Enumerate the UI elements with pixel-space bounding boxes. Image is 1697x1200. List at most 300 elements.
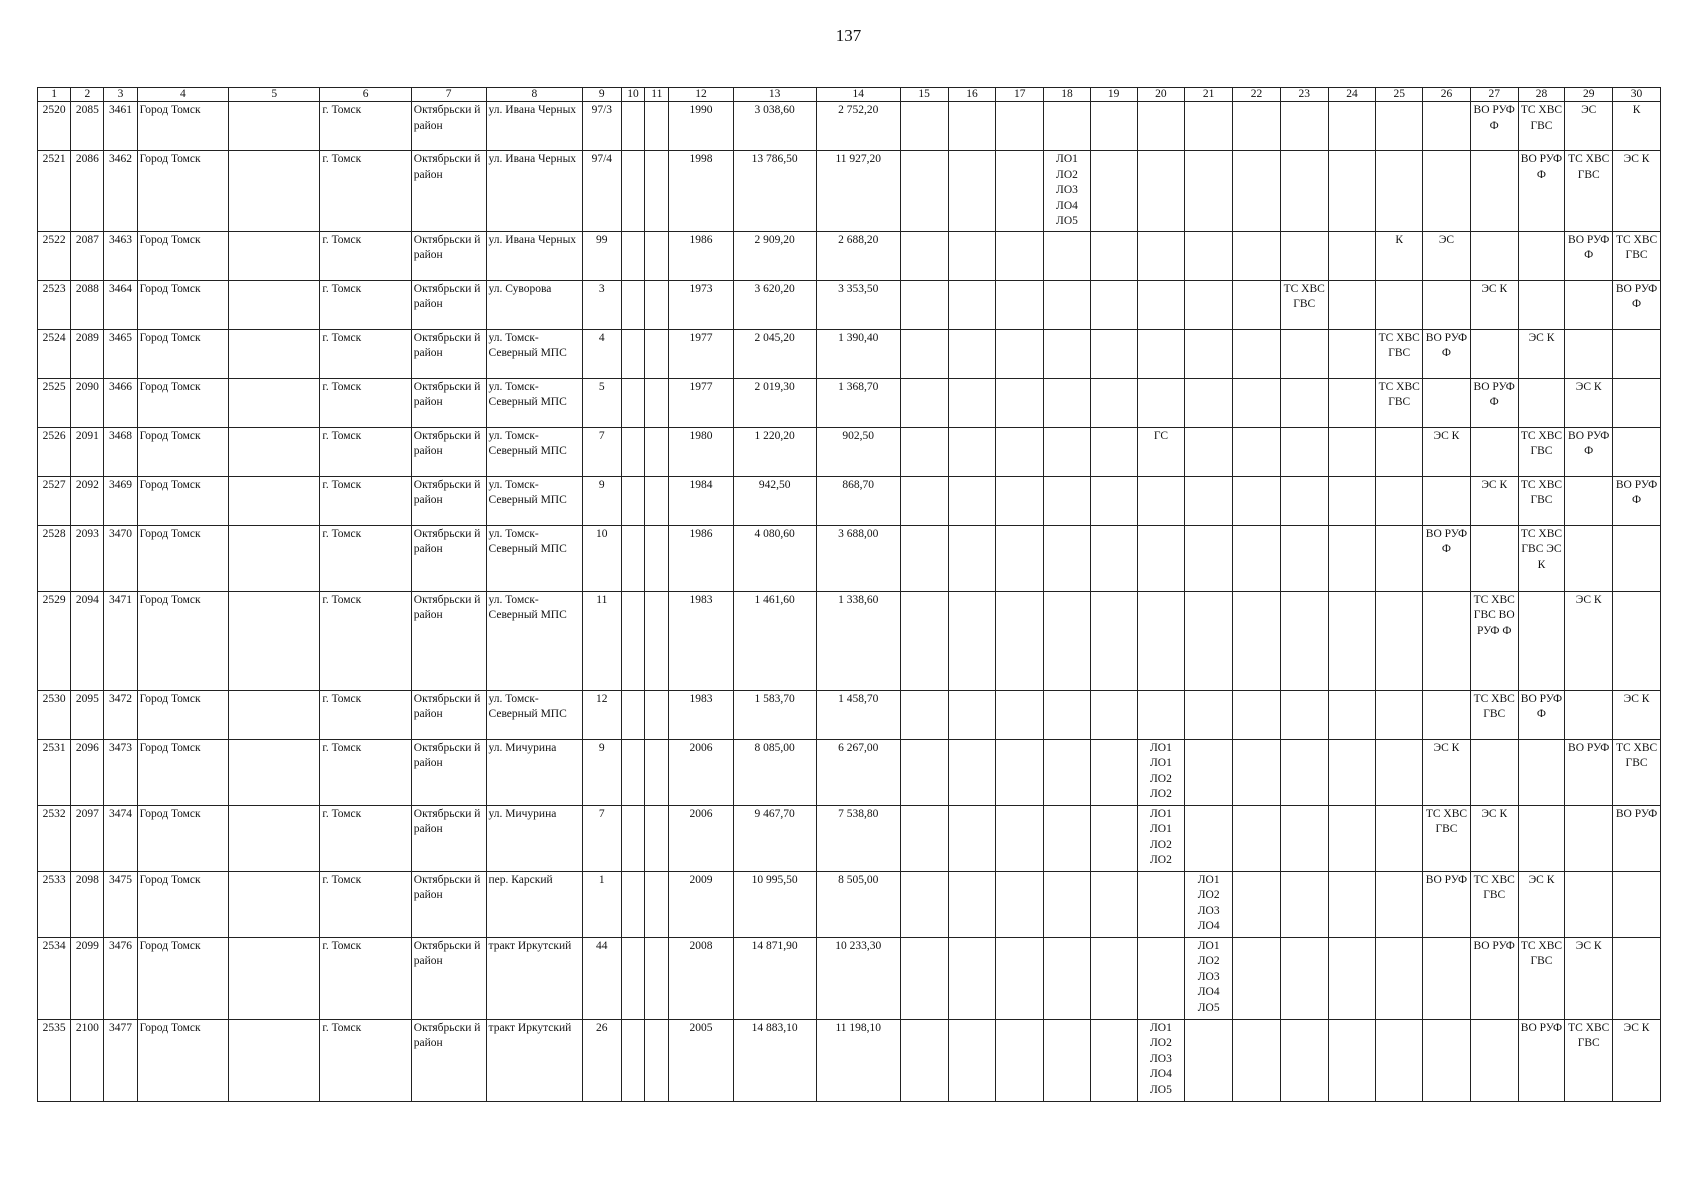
cell-col-30: К — [1613, 102, 1661, 151]
cell-col-3: 3469 — [104, 476, 137, 525]
cell-col-25 — [1376, 1019, 1423, 1101]
cell-col-30: ВО РУФ — [1613, 805, 1661, 871]
cell-col-25 — [1376, 591, 1423, 690]
cell-col-19 — [1090, 871, 1137, 937]
cell-col-20 — [1137, 102, 1185, 151]
cell-col-2: 2091 — [71, 427, 104, 476]
cell-col-19 — [1090, 231, 1137, 280]
column-number-19: 19 — [1090, 88, 1137, 102]
cell-col-24 — [1328, 151, 1376, 232]
cell-col-5 — [229, 280, 320, 329]
cell-col-2: 2086 — [71, 151, 104, 232]
cell-col-16 — [948, 739, 996, 805]
cell-col-27: ТС ХВС ГВС ВО РУФ Ф — [1470, 591, 1518, 690]
cell-col-26 — [1423, 690, 1471, 739]
cell-col-30: ВО РУФ Ф — [1613, 280, 1661, 329]
cell-col-27 — [1470, 151, 1518, 232]
cell-col-24 — [1328, 1019, 1376, 1101]
cell-col-4: Город Томск — [137, 739, 228, 805]
cell-col-8: ул. Мичурина — [486, 739, 583, 805]
cell-col-14: 1 338,60 — [816, 591, 900, 690]
cell-col-10 — [621, 937, 645, 1019]
cell-col-19 — [1090, 151, 1137, 232]
cell-col-23 — [1280, 739, 1328, 805]
cell-col-29: ВО РУФ Ф — [1565, 427, 1613, 476]
cell-col-11 — [645, 476, 669, 525]
table-row — [38, 151, 1661, 232]
cell-col-23 — [1280, 805, 1328, 871]
cell-col-26: ВО РУФ Ф — [1423, 525, 1471, 591]
cell-col-13: 10 995,50 — [733, 871, 816, 937]
cell-col-13: 2 045,20 — [733, 329, 816, 378]
cell-col-20 — [1137, 525, 1185, 591]
cell-col-28: ЭС К — [1518, 871, 1565, 937]
cell-col-8: ул. Томск- Северный МПС — [486, 378, 583, 427]
cell-col-22 — [1233, 378, 1281, 427]
cell-col-1: 2524 — [38, 329, 71, 378]
cell-col-6: г. Томск — [320, 231, 411, 280]
cell-col-1: 2535 — [38, 1019, 71, 1101]
cell-col-3: 3468 — [104, 427, 137, 476]
column-number-7: 7 — [411, 88, 486, 102]
cell-col-9: 10 — [583, 525, 621, 591]
cell-col-8: пер. Карский — [486, 871, 583, 937]
cell-col-24 — [1328, 690, 1376, 739]
cell-col-20 — [1137, 591, 1185, 690]
cell-col-1: 2534 — [38, 937, 71, 1019]
cell-col-3: 3461 — [104, 102, 137, 151]
cell-col-13: 2 909,20 — [733, 231, 816, 280]
cell-col-30 — [1613, 378, 1661, 427]
cell-col-17 — [996, 427, 1044, 476]
cell-col-27: ВО РУФ Ф — [1470, 378, 1518, 427]
cell-col-6: г. Томск — [320, 280, 411, 329]
cell-col-26 — [1423, 102, 1471, 151]
cell-col-20 — [1137, 280, 1185, 329]
cell-col-3: 3475 — [104, 871, 137, 937]
cell-col-16 — [948, 690, 996, 739]
cell-col-20 — [1137, 690, 1185, 739]
cell-col-24 — [1328, 805, 1376, 871]
cell-col-25 — [1376, 739, 1423, 805]
cell-col-8: ул. Томск- Северный МПС — [486, 525, 583, 591]
cell-col-18 — [1044, 476, 1091, 525]
cell-col-10 — [621, 1019, 645, 1101]
cell-col-8: ул. Мичурина — [486, 805, 583, 871]
column-number-25: 25 — [1376, 88, 1423, 102]
cell-col-28 — [1518, 739, 1565, 805]
cell-col-14: 7 538,80 — [816, 805, 900, 871]
cell-col-20: ЛО1 ЛО2 ЛО3 ЛО4 ЛО5 — [1137, 1019, 1185, 1101]
cell-col-20 — [1137, 329, 1185, 378]
cell-col-11 — [645, 591, 669, 690]
cell-col-7: Октябрьски й район — [411, 476, 486, 525]
cell-col-8: ул. Томск- Северный МПС — [486, 591, 583, 690]
cell-col-17 — [996, 690, 1044, 739]
cell-col-14: 1 390,40 — [816, 329, 900, 378]
cell-col-25 — [1376, 690, 1423, 739]
cell-col-6: г. Томск — [320, 525, 411, 591]
cell-col-24 — [1328, 329, 1376, 378]
cell-col-8: ул. Ивана Черных — [486, 102, 583, 151]
cell-col-17 — [996, 476, 1044, 525]
cell-col-19 — [1090, 102, 1137, 151]
cell-col-3: 3470 — [104, 525, 137, 591]
cell-col-29 — [1565, 280, 1613, 329]
cell-col-10 — [621, 378, 645, 427]
cell-col-18 — [1044, 231, 1091, 280]
cell-col-23 — [1280, 937, 1328, 1019]
cell-col-12: 1990 — [669, 102, 733, 151]
cell-col-19 — [1090, 1019, 1137, 1101]
column-number-24: 24 — [1328, 88, 1376, 102]
cell-col-1: 2525 — [38, 378, 71, 427]
column-number-10: 10 — [621, 88, 645, 102]
table-row — [38, 525, 1661, 591]
cell-col-7: Октябрьски й район — [411, 937, 486, 1019]
cell-col-19 — [1090, 427, 1137, 476]
cell-col-3: 3476 — [104, 937, 137, 1019]
cell-col-29 — [1565, 805, 1613, 871]
cell-col-16 — [948, 378, 996, 427]
cell-col-25 — [1376, 525, 1423, 591]
cell-col-6: г. Томск — [320, 937, 411, 1019]
cell-col-8: ул. Томск- Северный МПС — [486, 476, 583, 525]
cell-col-1: 2523 — [38, 280, 71, 329]
cell-col-14: 6 267,00 — [816, 739, 900, 805]
cell-col-5 — [229, 151, 320, 232]
cell-col-19 — [1090, 805, 1137, 871]
cell-col-7: Октябрьски й район — [411, 151, 486, 232]
cell-col-2: 2087 — [71, 231, 104, 280]
cell-col-29: ВО РУФ — [1565, 739, 1613, 805]
column-number-20: 20 — [1137, 88, 1185, 102]
column-number-6: 6 — [320, 88, 411, 102]
cell-col-23: ТС ХВС ГВС — [1280, 280, 1328, 329]
cell-col-16 — [948, 871, 996, 937]
cell-col-21 — [1185, 805, 1233, 871]
cell-col-8: ул. Суворова — [486, 280, 583, 329]
cell-col-3: 3474 — [104, 805, 137, 871]
cell-col-5 — [229, 378, 320, 427]
cell-col-16 — [948, 102, 996, 151]
cell-col-13: 3 038,60 — [733, 102, 816, 151]
cell-col-29: ТС ХВС ГВС — [1565, 1019, 1613, 1101]
cell-col-18 — [1044, 805, 1091, 871]
cell-col-12: 1998 — [669, 151, 733, 232]
cell-col-3: 3464 — [104, 280, 137, 329]
cell-col-23 — [1280, 102, 1328, 151]
table-row — [38, 871, 1661, 937]
cell-col-13: 2 019,30 — [733, 378, 816, 427]
cell-col-11 — [645, 937, 669, 1019]
cell-col-25 — [1376, 102, 1423, 151]
cell-col-10 — [621, 329, 645, 378]
cell-col-25 — [1376, 476, 1423, 525]
cell-col-4: Город Томск — [137, 871, 228, 937]
cell-col-6: г. Томск — [320, 427, 411, 476]
cell-col-26 — [1423, 1019, 1471, 1101]
cell-col-30 — [1613, 937, 1661, 1019]
cell-col-28 — [1518, 280, 1565, 329]
cell-col-13: 1 220,20 — [733, 427, 816, 476]
cell-col-9: 4 — [583, 329, 621, 378]
cell-col-15 — [900, 151, 948, 232]
cell-col-12: 1977 — [669, 329, 733, 378]
cell-col-19 — [1090, 329, 1137, 378]
cell-col-11 — [645, 1019, 669, 1101]
cell-col-28: ТС ХВС ГВС — [1518, 476, 1565, 525]
cell-col-4: Город Томск — [137, 102, 228, 151]
cell-col-24 — [1328, 231, 1376, 280]
cell-col-15 — [900, 476, 948, 525]
cell-col-1: 2530 — [38, 690, 71, 739]
cell-col-2: 2098 — [71, 871, 104, 937]
cell-col-11 — [645, 739, 669, 805]
cell-col-11 — [645, 427, 669, 476]
cell-col-18 — [1044, 1019, 1091, 1101]
cell-col-5 — [229, 937, 320, 1019]
cell-col-29: ЭС — [1565, 102, 1613, 151]
cell-col-11 — [645, 805, 669, 871]
cell-col-14: 2 752,20 — [816, 102, 900, 151]
cell-col-28: ВО РУФ Ф — [1518, 151, 1565, 232]
cell-col-9: 7 — [583, 805, 621, 871]
cell-col-12: 1983 — [669, 690, 733, 739]
cell-col-24 — [1328, 427, 1376, 476]
cell-col-17 — [996, 280, 1044, 329]
cell-col-21 — [1185, 476, 1233, 525]
cell-col-22 — [1233, 280, 1281, 329]
cell-col-12: 2006 — [669, 739, 733, 805]
cell-col-16 — [948, 280, 996, 329]
cell-col-7: Октябрьски й район — [411, 1019, 486, 1101]
cell-col-29: ЭС К — [1565, 378, 1613, 427]
cell-col-29: ТС ХВС ГВС — [1565, 151, 1613, 232]
column-number-15: 15 — [900, 88, 948, 102]
cell-col-24 — [1328, 378, 1376, 427]
cell-col-2: 2100 — [71, 1019, 104, 1101]
cell-col-15 — [900, 280, 948, 329]
column-number-30: 30 — [1613, 88, 1661, 102]
cell-col-16 — [948, 525, 996, 591]
cell-col-7: Октябрьски й район — [411, 378, 486, 427]
cell-col-5 — [229, 102, 320, 151]
cell-col-17 — [996, 329, 1044, 378]
cell-col-21: ЛО1 ЛО2 ЛО3 ЛО4 — [1185, 871, 1233, 937]
cell-col-9: 1 — [583, 871, 621, 937]
cell-col-6: г. Томск — [320, 329, 411, 378]
cell-col-6: г. Томск — [320, 1019, 411, 1101]
table-row — [38, 378, 1661, 427]
cell-col-9: 11 — [583, 591, 621, 690]
cell-col-16 — [948, 329, 996, 378]
column-number-28: 28 — [1518, 88, 1565, 102]
column-number-14: 14 — [816, 88, 900, 102]
cell-col-13: 1 461,60 — [733, 591, 816, 690]
cell-col-19 — [1090, 525, 1137, 591]
cell-col-4: Город Томск — [137, 690, 228, 739]
cell-col-15 — [900, 378, 948, 427]
cell-col-24 — [1328, 937, 1376, 1019]
cell-col-10 — [621, 591, 645, 690]
cell-col-4: Город Томск — [137, 476, 228, 525]
cell-col-8: ул. Ивана Черных — [486, 151, 583, 232]
column-number-29: 29 — [1565, 88, 1613, 102]
cell-col-5 — [229, 329, 320, 378]
cell-col-21 — [1185, 427, 1233, 476]
cell-col-14: 1 458,70 — [816, 690, 900, 739]
column-number-17: 17 — [996, 88, 1044, 102]
table-row — [38, 690, 1661, 739]
cell-col-26: ЭС К — [1423, 739, 1471, 805]
cell-col-13: 4 080,60 — [733, 525, 816, 591]
cell-col-11 — [645, 378, 669, 427]
cell-col-26 — [1423, 591, 1471, 690]
cell-col-30: ЭС К — [1613, 690, 1661, 739]
cell-col-30: ЭС К — [1613, 151, 1661, 232]
cell-col-26: ТС ХВС ГВС — [1423, 805, 1471, 871]
cell-col-1: 2527 — [38, 476, 71, 525]
cell-col-13: 3 620,20 — [733, 280, 816, 329]
column-number-13: 13 — [733, 88, 816, 102]
cell-col-22 — [1233, 102, 1281, 151]
cell-col-20 — [1137, 231, 1185, 280]
cell-col-6: г. Томск — [320, 805, 411, 871]
cell-col-5 — [229, 1019, 320, 1101]
cell-col-23 — [1280, 591, 1328, 690]
column-number-23: 23 — [1280, 88, 1328, 102]
cell-col-22 — [1233, 427, 1281, 476]
column-number-4: 4 — [137, 88, 228, 102]
cell-col-2: 2097 — [71, 805, 104, 871]
cell-col-4: Город Томск — [137, 805, 228, 871]
cell-col-3: 3466 — [104, 378, 137, 427]
cell-col-18 — [1044, 280, 1091, 329]
cell-col-28: ВО РУФ Ф — [1518, 690, 1565, 739]
cell-col-28: ТС ХВС ГВС ЭС К — [1518, 525, 1565, 591]
cell-col-12: 1986 — [669, 525, 733, 591]
cell-col-24 — [1328, 476, 1376, 525]
column-number-26: 26 — [1423, 88, 1471, 102]
cell-col-26: ВО РУФ Ф — [1423, 329, 1471, 378]
cell-col-10 — [621, 102, 645, 151]
table-row — [38, 427, 1661, 476]
cell-col-19 — [1090, 378, 1137, 427]
cell-col-7: Октябрьски й район — [411, 102, 486, 151]
cell-col-24 — [1328, 871, 1376, 937]
cell-col-10 — [621, 231, 645, 280]
cell-col-7: Октябрьски й район — [411, 591, 486, 690]
cell-col-29 — [1565, 476, 1613, 525]
cell-col-28: ВО РУФ — [1518, 1019, 1565, 1101]
cell-col-4: Город Томск — [137, 231, 228, 280]
cell-col-23 — [1280, 378, 1328, 427]
table-row — [38, 280, 1661, 329]
column-number-18: 18 — [1044, 88, 1091, 102]
cell-col-16 — [948, 476, 996, 525]
cell-col-21 — [1185, 525, 1233, 591]
cell-col-2: 2092 — [71, 476, 104, 525]
cell-col-22 — [1233, 690, 1281, 739]
cell-col-1: 2520 — [38, 102, 71, 151]
cell-col-21 — [1185, 1019, 1233, 1101]
column-number-22: 22 — [1233, 88, 1281, 102]
cell-col-9: 44 — [583, 937, 621, 1019]
cell-col-23 — [1280, 525, 1328, 591]
cell-col-2: 2090 — [71, 378, 104, 427]
cell-col-14: 3 353,50 — [816, 280, 900, 329]
cell-col-4: Город Томск — [137, 591, 228, 690]
cell-col-3: 3462 — [104, 151, 137, 232]
cell-col-2: 2094 — [71, 591, 104, 690]
cell-col-24 — [1328, 280, 1376, 329]
cell-col-26 — [1423, 280, 1471, 329]
cell-col-18 — [1044, 329, 1091, 378]
cell-col-27: ТС ХВС ГВС — [1470, 871, 1518, 937]
cell-col-5 — [229, 805, 320, 871]
cell-col-6: г. Томск — [320, 476, 411, 525]
cell-col-15 — [900, 102, 948, 151]
cell-col-10 — [621, 525, 645, 591]
cell-col-23 — [1280, 476, 1328, 525]
cell-col-21 — [1185, 280, 1233, 329]
cell-col-29: ВО РУФ Ф — [1565, 231, 1613, 280]
cell-col-5 — [229, 525, 320, 591]
cell-col-15 — [900, 805, 948, 871]
cell-col-12: 1977 — [669, 378, 733, 427]
cell-col-17 — [996, 102, 1044, 151]
cell-col-1: 2531 — [38, 739, 71, 805]
cell-col-30: ВО РУФ Ф — [1613, 476, 1661, 525]
cell-col-6: г. Томск — [320, 739, 411, 805]
cell-col-1: 2533 — [38, 871, 71, 937]
cell-col-28 — [1518, 231, 1565, 280]
cell-col-21 — [1185, 231, 1233, 280]
cell-col-9: 9 — [583, 476, 621, 525]
cell-col-28: ТС ХВС ГВС — [1518, 102, 1565, 151]
cell-col-17 — [996, 739, 1044, 805]
cell-col-22 — [1233, 805, 1281, 871]
table-row — [38, 329, 1661, 378]
cell-col-14: 11 198,10 — [816, 1019, 900, 1101]
cell-col-19 — [1090, 739, 1137, 805]
cell-col-4: Город Томск — [137, 937, 228, 1019]
cell-col-22 — [1233, 329, 1281, 378]
cell-col-14: 902,50 — [816, 427, 900, 476]
cell-col-29 — [1565, 329, 1613, 378]
cell-col-12: 2009 — [669, 871, 733, 937]
cell-col-18 — [1044, 378, 1091, 427]
cell-col-10 — [621, 805, 645, 871]
cell-col-7: Октябрьски й район — [411, 329, 486, 378]
cell-col-4: Город Томск — [137, 151, 228, 232]
table-row — [38, 805, 1661, 871]
cell-col-15 — [900, 690, 948, 739]
cell-col-5 — [229, 591, 320, 690]
cell-col-13: 9 467,70 — [733, 805, 816, 871]
cell-col-9: 97/3 — [583, 102, 621, 151]
cell-col-17 — [996, 591, 1044, 690]
column-number-2: 2 — [71, 88, 104, 102]
cell-col-27: ВО РУФ — [1470, 937, 1518, 1019]
cell-col-10 — [621, 427, 645, 476]
cell-col-5 — [229, 231, 320, 280]
cell-col-22 — [1233, 525, 1281, 591]
cell-col-7: Октябрьски й район — [411, 280, 486, 329]
cell-col-10 — [621, 690, 645, 739]
cell-col-7: Октябрьски й район — [411, 739, 486, 805]
